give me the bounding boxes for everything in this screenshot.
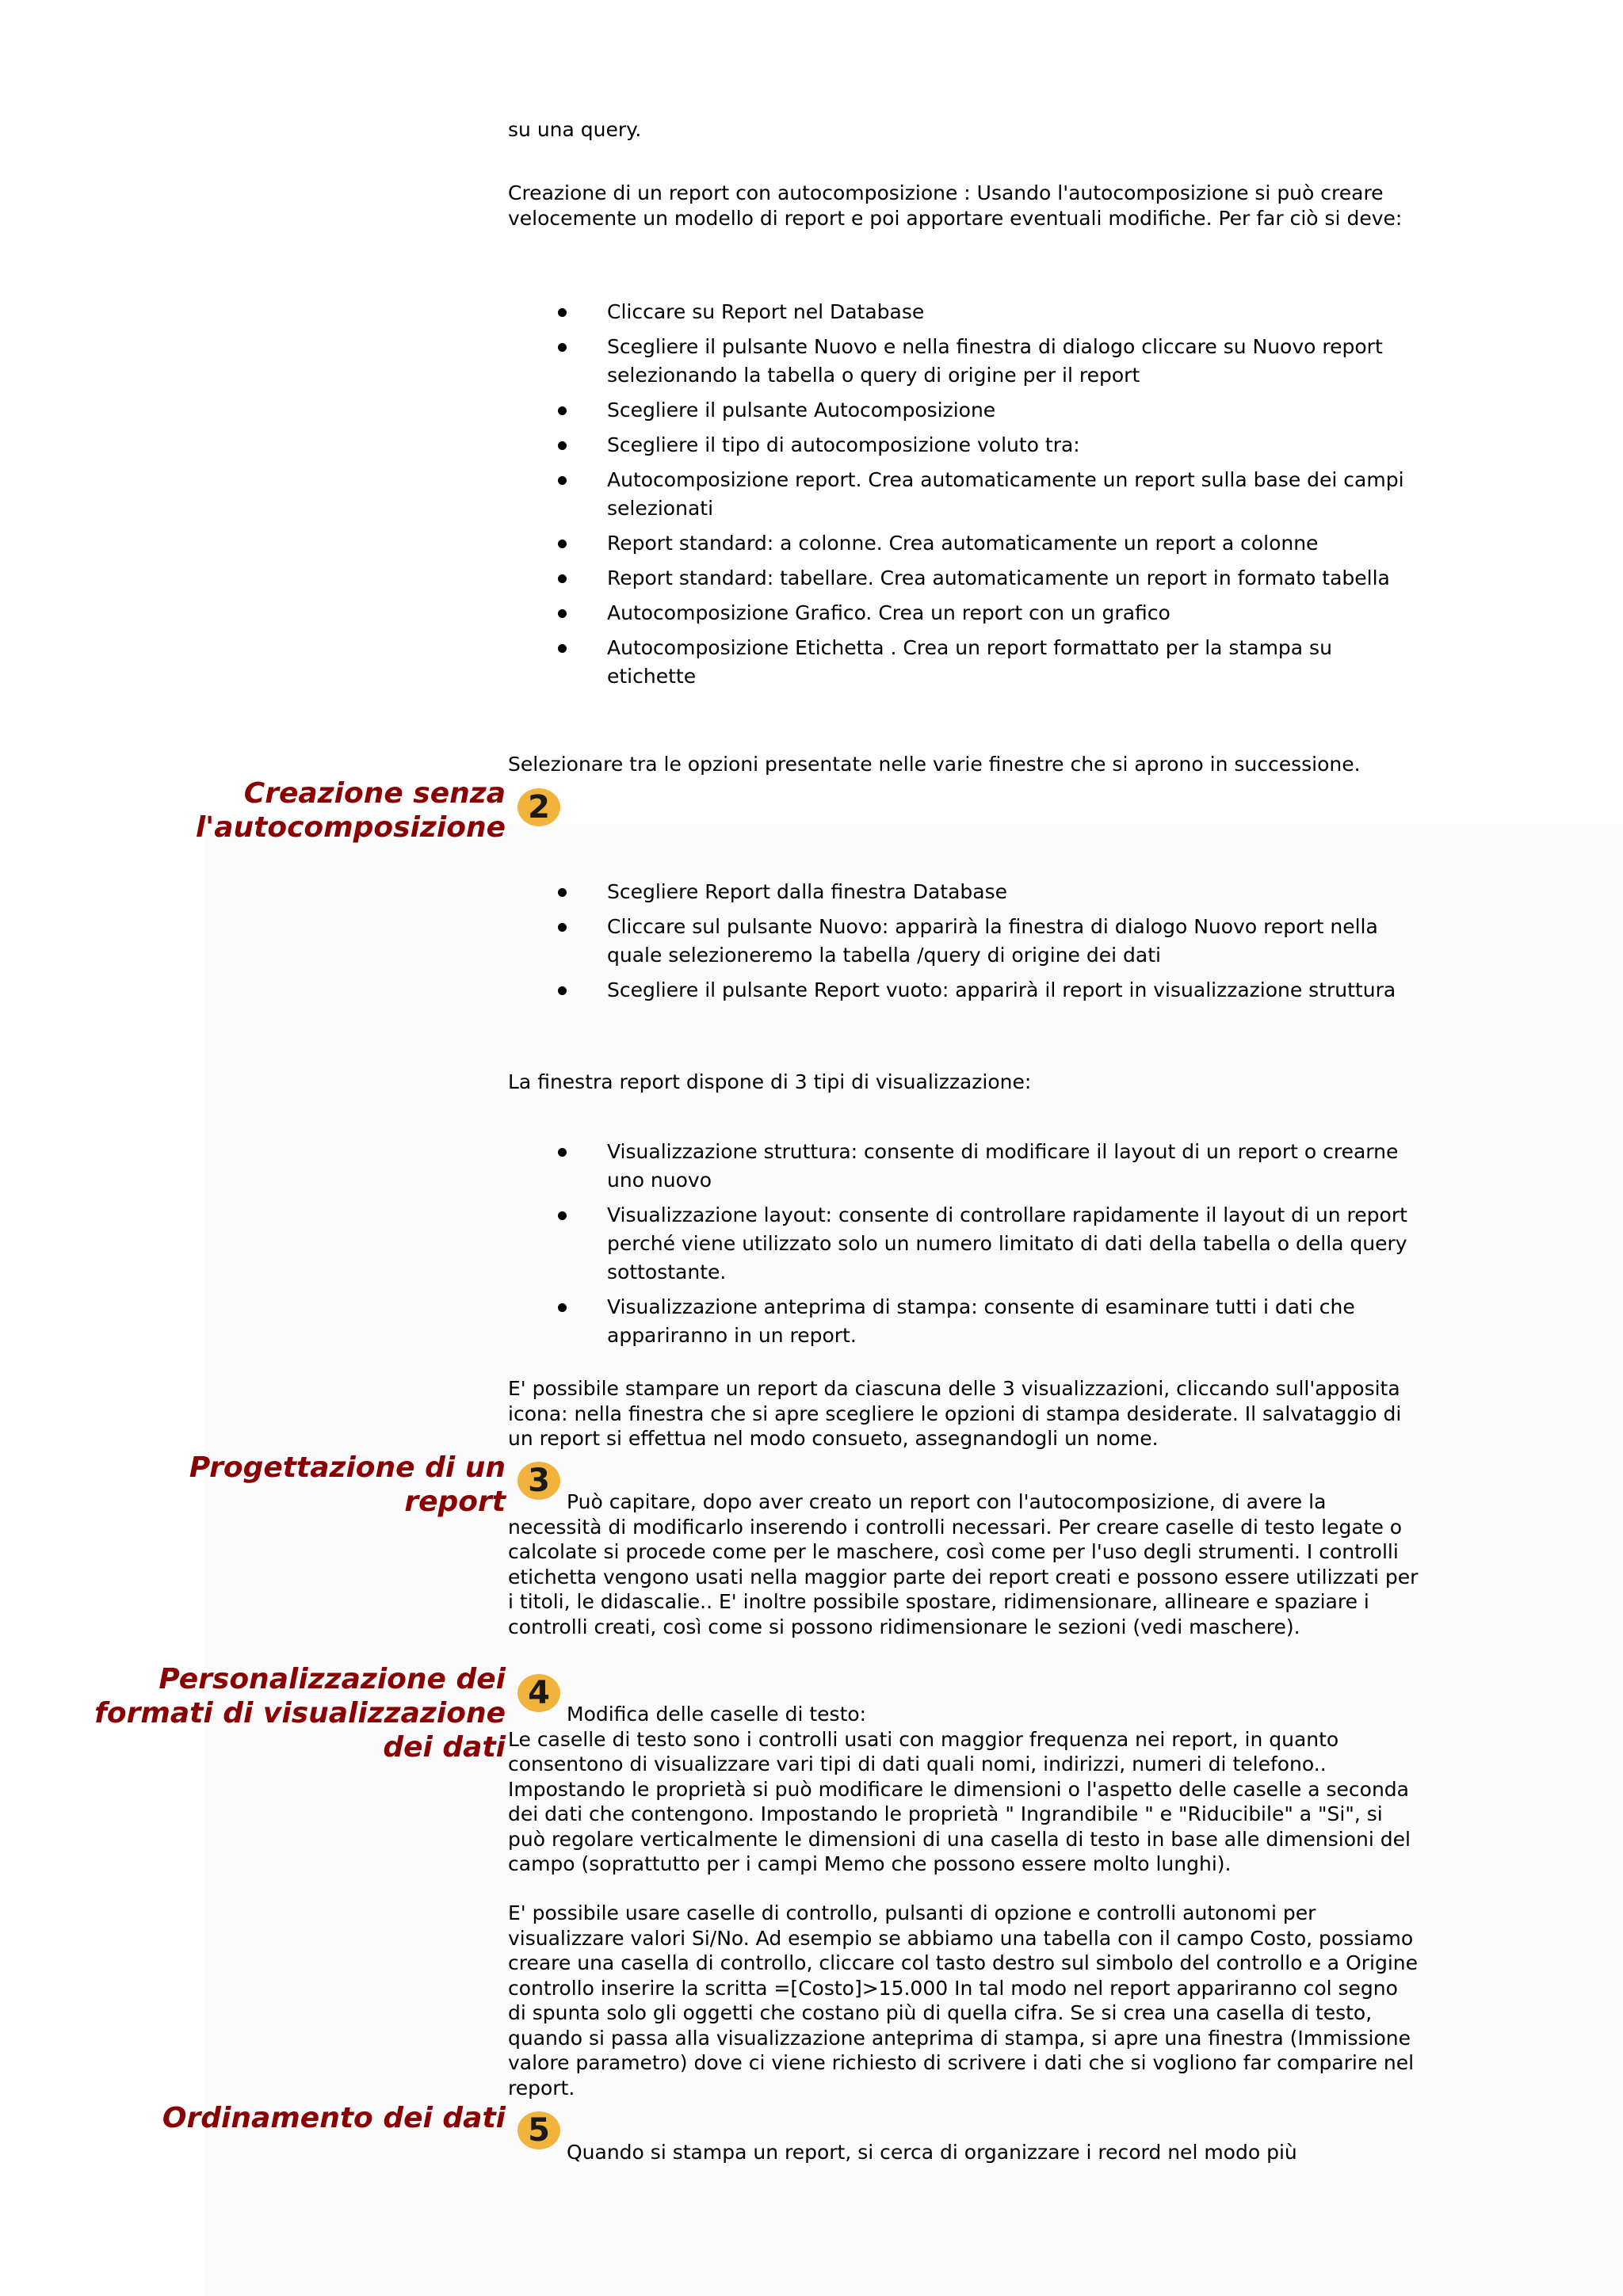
bullet-icon [558, 923, 567, 932]
bullet-icon [558, 986, 567, 995]
design-paragraph: Può capitare, dopo aver creato un report con l'autocomposizione, di avere la necessità di modificarlo inserendo i controlli necessari. Per creare caselle di testo legate o calcolate si procede come per le maschere, così come per l'uso degli strumenti. I controlli etichetta vengono usati nella maggior parte dei report creati e possono essere utilizzati per i titoli, le didascalie.. E' inoltre possibile spostare, ridimensionare, allineare e spaziare i controlli creati, così come si possono ridimensionare le sezioni (vedi maschere). [508, 1490, 1419, 1638]
section-4-title: Personalizzazione dei formati di visualizzazione dei dati [94, 1663, 506, 1764]
section-2-title: Creazione senza l'autocomposizione [195, 777, 506, 844]
intro-line: su una query. [508, 118, 642, 141]
bullet-icon [558, 343, 567, 352]
sort-paragraph: Quando si stampa un report, si cerca di organizzare i record nel modo più [567, 2141, 1297, 2164]
badge-number: 2 [528, 789, 550, 826]
bullet-icon [558, 1211, 567, 1220]
format-paragraph: Le caselle di testo sono i controlli usati con maggior frequenza nei report, in quanto consentono di visualizzare vari tipi di dati quali nomi, indirizzi, numeri di telefono.. Impostando le proprietà si può modificare le dimensioni o l'aspetto delle caselle a seconda dei dati che contengono. Impostando le proprietà " Ingrandibile " e "Riducibile" a "Si", si può regolare verticalmente le dimensioni di una casella di testo in base alle dimensioni del campo (soprattutto per i campi Memo che possono essere molto lunghi). [508, 1727, 1411, 1875]
bullet-icon [558, 644, 567, 653]
list-item: Scegliere il pulsante Report vuoto: apparirà il report in visualizzazione struttura [508, 976, 1419, 1005]
list-item: Cliccare sul pulsante Nuovo: apparirà la finestra di dialogo Nuovo report nella quale selezioneremo la tabella /query di origine dei dati [508, 913, 1419, 970]
autocomp-paragraph: Creazione di un report con autocomposizione : Usando l'autocomposizione si può creare velocemente un modello di report e poi apportare eventuali modifiche. Per far ciò si deve: [508, 181, 1403, 230]
format-section [508, 1702, 1419, 1877]
list-item: Visualizzazione layout: consente di controllare rapidamente il layout di un report perché viene utilizzato solo un numero limitato di dati della tabella o della query sottostante. [508, 1201, 1419, 1287]
list-item: Report standard: tabellare. Crea automaticamente un report in formato tabella [508, 564, 1419, 593]
list-item: Autocomposizione report. Crea automaticamente un report sulla base dei campi selezionati [508, 466, 1419, 523]
select-paragraph: Selezionare tra le opzioni presentate nelle varie finestre che si aprono in successione. [508, 753, 1361, 776]
list-item: Visualizzazione struttura: consente di modificare il layout di un report o crearne uno nuovo [508, 1138, 1419, 1195]
badge-number: 5 [528, 2112, 550, 2149]
bullet-icon [558, 441, 567, 450]
bullet-icon [558, 476, 567, 485]
list-item: Autocomposizione Grafico. Crea un report con un grafico [508, 599, 1419, 627]
bullet-icon [558, 406, 567, 415]
bullet-icon [558, 540, 567, 548]
format-heading: Modifica delle caselle di testo: [567, 1703, 867, 1726]
list-item: Scegliere il pulsante Autocomposizione [508, 396, 1419, 425]
badge-number: 4 [528, 1675, 550, 1711]
bullet-icon [558, 609, 567, 618]
manual-list [508, 878, 1419, 1011]
list-item: Autocomposizione Etichetta . Crea un report formattato per la stampa su etichette [508, 634, 1419, 691]
bullet-icon [558, 1303, 567, 1312]
list-item: Scegliere Report dalla finestra Database [508, 878, 1419, 906]
number-badge-2-icon [515, 784, 563, 829]
section-5-title: Ordinamento dei dati [162, 2102, 506, 2134]
autocomp-list [508, 298, 1419, 697]
views-paragraph: La finestra report dispone di 3 tipi di visualizzazione: [508, 1070, 1032, 1093]
bullet-icon [558, 1148, 567, 1157]
list-item: Cliccare su Report nel Database [508, 298, 1419, 326]
list-item: Visualizzazione anteprima di stampa: consente di esaminare tutti i dati che appariranno in un report. [508, 1293, 1419, 1350]
bullet-icon [558, 308, 567, 317]
badge-number: 3 [528, 1463, 550, 1499]
list-item: Scegliere il tipo di autocomposizione voluto tra: [508, 431, 1419, 460]
bullet-icon [558, 574, 567, 583]
list-item: Report standard: a colonne. Crea automaticamente un report a colonne [508, 529, 1419, 558]
views-list [508, 1138, 1419, 1356]
list-item: Scegliere il pulsante Nuovo e nella finestra di dialogo cliccare su Nuovo report selezionando la tabella o query di origine per il report [508, 333, 1419, 390]
section-3-title: Progettazione di un report [189, 1451, 506, 1518]
bullet-icon [558, 888, 567, 897]
print-paragraph: E' possibile stampare un report da ciascuna delle 3 visualizzazioni, cliccando sull'apposita icona: nella finestra che si apre scegliere le opzioni di stampa desiderate. Il salvataggio di un report si effettua nel modo consueto, assegnandogli un nome. [508, 1377, 1402, 1450]
checkbox-paragraph: E' possibile usare caselle di controllo, pulsanti di opzione e controlli autonomi per visualizzare valori Si/No. Ad esempio se abbiamo una tabella con il campo Costo, possiamo creare una casella di controllo, cliccare col tasto destro sul simbolo del controllo e a Origine controllo inserire la scritta =[Costo]>15.000 In tal modo nel report appariranno col segno di spunta solo gli oggetti che costano più di quella cifra. Se si crea una casella di testo, quando si passa alla visualizzazione anteprima di stampa, si apre una finestra (Immissione valore parametro) dove ci viene richiesto di scrivere i dati che si vogliono far comparire nel report. [508, 1901, 1419, 2100]
